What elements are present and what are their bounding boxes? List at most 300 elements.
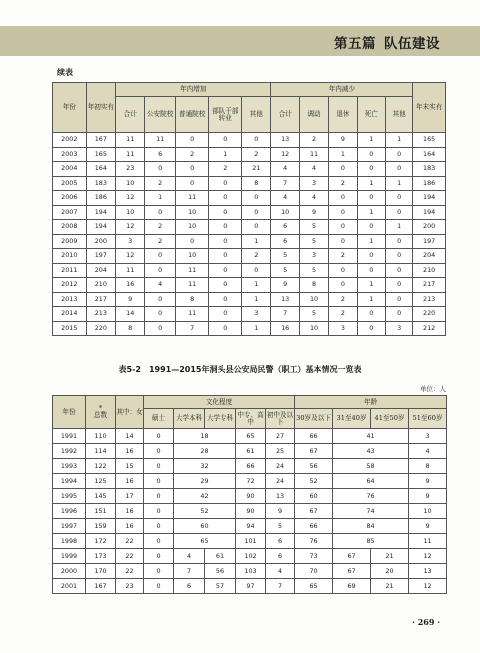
table-cell: 7 bbox=[271, 176, 299, 191]
table-cell: 0 bbox=[145, 292, 175, 307]
table-cell: 0 bbox=[385, 162, 412, 177]
table-cell: 0 bbox=[209, 307, 242, 322]
table-cell: 6 bbox=[145, 147, 175, 162]
table-cell: 164 bbox=[413, 147, 446, 162]
table-cell: 0 bbox=[385, 234, 412, 249]
table-row bbox=[53, 162, 446, 177]
table-cell: 0 bbox=[144, 459, 174, 474]
table-cell: 1997 bbox=[53, 519, 86, 534]
table-cell: 7 bbox=[174, 564, 205, 579]
table-cell: 186 bbox=[413, 176, 446, 191]
table-cell: 69 bbox=[333, 579, 371, 594]
table-cell: 1 bbox=[357, 176, 385, 191]
table-cell: 0 bbox=[209, 292, 242, 307]
chapter-name: 队伍建设 bbox=[384, 36, 440, 52]
col-age-1: 31至40岁 bbox=[333, 409, 371, 429]
table-cell: 194 bbox=[413, 205, 446, 220]
table-row bbox=[53, 191, 446, 206]
table-cell: 186 bbox=[86, 191, 115, 206]
table-cell: 0 bbox=[242, 263, 271, 278]
table-cell: 12 bbox=[271, 147, 299, 162]
table-cell: 0 bbox=[242, 220, 271, 235]
table-cell: 11 bbox=[175, 263, 209, 278]
table-cell: 0 bbox=[329, 220, 357, 235]
table-cell: 0 bbox=[385, 249, 412, 264]
table-cell: 217 bbox=[413, 278, 446, 293]
col-increase-0: 合计 bbox=[116, 97, 145, 133]
table-cell: 60 bbox=[174, 519, 236, 534]
table-cell: 8 bbox=[409, 459, 447, 474]
table-cell: 3 bbox=[409, 429, 447, 444]
col-education-group: 文化程度 bbox=[144, 396, 295, 409]
table-cell: 0 bbox=[209, 191, 242, 206]
table-cell: 12 bbox=[116, 191, 145, 206]
table-cell: 2000 bbox=[53, 564, 86, 579]
table-cell: 23 bbox=[116, 579, 144, 594]
table-cell: 2 bbox=[175, 147, 209, 162]
table-cell: 103 bbox=[236, 564, 266, 579]
table-cell: 0 bbox=[385, 307, 412, 322]
table-cell: 11 bbox=[116, 263, 145, 278]
table-cell: 2008 bbox=[53, 220, 87, 235]
table-cell: 159 bbox=[86, 519, 116, 534]
table-cell: 0 bbox=[209, 278, 242, 293]
table-row bbox=[53, 205, 446, 220]
table-cell: 61 bbox=[236, 444, 266, 459]
table-cell: 0 bbox=[145, 307, 175, 322]
table-row bbox=[53, 133, 446, 148]
table-cell: 90 bbox=[236, 489, 266, 504]
table-cell: 56 bbox=[205, 564, 236, 579]
table-cell: 5 bbox=[299, 263, 328, 278]
table-cell: 67 bbox=[333, 564, 371, 579]
table-cell: 0 bbox=[175, 133, 209, 148]
table-cell: 85 bbox=[333, 534, 409, 549]
table-cell: 18 bbox=[174, 429, 236, 444]
table-cell: 16 bbox=[116, 474, 144, 489]
table-cell: 10 bbox=[175, 249, 209, 264]
table-cell: 167 bbox=[86, 579, 116, 594]
table-cell: 11 bbox=[409, 534, 447, 549]
table-cell: 15 bbox=[116, 459, 144, 474]
chapter-header-bar bbox=[0, 26, 480, 56]
table-cell: 0 bbox=[242, 133, 271, 148]
table-cell: 217 bbox=[86, 292, 115, 307]
table-row bbox=[53, 579, 447, 594]
table-row bbox=[53, 321, 446, 336]
table-cell: 64 bbox=[333, 474, 409, 489]
table-cell: 0 bbox=[357, 162, 385, 177]
table-cell: 2 bbox=[145, 234, 175, 249]
table-cell: 24 bbox=[266, 459, 295, 474]
table-cell: 1 bbox=[357, 133, 385, 148]
col-decrease-1: 调动 bbox=[299, 97, 328, 133]
table-cell: 13 bbox=[271, 133, 299, 148]
table-cell: 0 bbox=[209, 234, 242, 249]
table-cell: 0 bbox=[357, 321, 385, 336]
page-number: · 269 · bbox=[412, 617, 440, 627]
table-cell: 5 bbox=[299, 234, 328, 249]
table-cell: 84 bbox=[333, 519, 409, 534]
table-cell: 52 bbox=[295, 474, 333, 489]
table-cell: 2 bbox=[242, 147, 271, 162]
table-cell: 0 bbox=[209, 133, 242, 148]
table-cell: 76 bbox=[333, 489, 409, 504]
table-cell: 8 bbox=[242, 176, 271, 191]
table-cell: 197 bbox=[413, 234, 446, 249]
table-row bbox=[53, 307, 446, 322]
table-cell: 60 bbox=[295, 489, 333, 504]
table-cell: 67 bbox=[295, 504, 333, 519]
table-cell: 2013 bbox=[53, 292, 87, 307]
table-cell: 73 bbox=[295, 549, 333, 564]
table-cell: 2001 bbox=[53, 579, 86, 594]
table-cell: 1 bbox=[385, 133, 412, 148]
table-cell: 2 bbox=[329, 307, 357, 322]
table-cell: 5 bbox=[271, 263, 299, 278]
table-cell: 3 bbox=[385, 321, 412, 336]
table-cell: 0 bbox=[144, 519, 174, 534]
table-cell: 0 bbox=[357, 191, 385, 206]
table-cell: 2 bbox=[145, 220, 175, 235]
table-row bbox=[53, 429, 447, 444]
table-cell: 0 bbox=[329, 278, 357, 293]
col-education-4: 初中及以下 bbox=[266, 409, 295, 429]
col-increase-3: 部队干部转业 bbox=[209, 97, 242, 133]
table-cell: 24 bbox=[266, 474, 295, 489]
table-cell: 125 bbox=[86, 474, 116, 489]
table-cell: 8 bbox=[299, 278, 328, 293]
table-cell: 66 bbox=[236, 459, 266, 474]
table-cell: 42 bbox=[174, 489, 236, 504]
table-cell: 16 bbox=[271, 321, 299, 336]
table-cell: 3 bbox=[242, 307, 271, 322]
table-cell: 0 bbox=[385, 263, 412, 278]
table-row bbox=[53, 474, 447, 489]
table-cell: 72 bbox=[236, 474, 266, 489]
table-cell: 210 bbox=[86, 278, 115, 293]
table-cell: 165 bbox=[413, 133, 446, 148]
table-cell: 4 bbox=[174, 549, 205, 564]
table-cell: 65 bbox=[236, 429, 266, 444]
col-year: 年份 bbox=[53, 396, 86, 429]
table-cell: 1 bbox=[242, 278, 271, 293]
table-cell: 32 bbox=[174, 459, 236, 474]
table-cell: 200 bbox=[86, 234, 115, 249]
table-cell: 11 bbox=[175, 307, 209, 322]
table-cell: 212 bbox=[413, 321, 446, 336]
table-cell: 0 bbox=[144, 444, 174, 459]
table-cell: 2009 bbox=[53, 234, 87, 249]
table-cell: 0 bbox=[385, 191, 412, 206]
table-cell: 3 bbox=[329, 321, 357, 336]
staff-change-table bbox=[52, 82, 446, 336]
col-education-2: 大学专科 bbox=[205, 409, 236, 429]
table-cell: 12 bbox=[409, 549, 447, 564]
table-cell: 164 bbox=[86, 162, 115, 177]
table-cell: 2005 bbox=[53, 176, 87, 191]
table-cell: 0 bbox=[385, 147, 412, 162]
table-row bbox=[53, 549, 447, 564]
col-year: 年份 bbox=[53, 83, 87, 133]
table-cell: 170 bbox=[86, 564, 116, 579]
table-cell: 21 bbox=[371, 549, 409, 564]
table-cell: 114 bbox=[86, 444, 116, 459]
table-cell: 2 bbox=[242, 249, 271, 264]
table-cell: 0 bbox=[242, 205, 271, 220]
table-cell: 12 bbox=[409, 579, 447, 594]
table-cell: 66 bbox=[295, 519, 333, 534]
col-female: 其中：女 bbox=[116, 396, 144, 429]
table-cell: 1 bbox=[357, 205, 385, 220]
table-cell: 52 bbox=[174, 504, 236, 519]
table-cell: 101 bbox=[236, 534, 266, 549]
table-cell: 3 bbox=[299, 176, 328, 191]
col-age-2: 41至50岁 bbox=[371, 409, 409, 429]
table-cell: 11 bbox=[299, 147, 328, 162]
table-cell: 194 bbox=[86, 205, 115, 220]
table-cell: 0 bbox=[145, 321, 175, 336]
table-cell: 10 bbox=[116, 205, 145, 220]
col-age-group: 年龄 bbox=[295, 396, 447, 409]
table-cell: 1 bbox=[145, 191, 175, 206]
table-cell: 10 bbox=[175, 205, 209, 220]
table-cell: 25 bbox=[266, 444, 295, 459]
table-cell: 1 bbox=[385, 176, 412, 191]
table-cell: 0 bbox=[209, 220, 242, 235]
table-cell: 213 bbox=[86, 307, 115, 322]
table-cell: 2010 bbox=[53, 249, 87, 264]
table-cell: 11 bbox=[175, 278, 209, 293]
chapter-part: 第五篇 bbox=[334, 36, 376, 52]
table-cell: 2014 bbox=[53, 307, 87, 322]
table-cell: 0 bbox=[144, 489, 174, 504]
table-cell: 9 bbox=[299, 205, 328, 220]
table-cell: 2 bbox=[329, 176, 357, 191]
table-cell: 10 bbox=[116, 176, 145, 191]
table-cell: 10 bbox=[299, 321, 328, 336]
table-cell: 17 bbox=[116, 489, 144, 504]
table-cell: 0 bbox=[144, 504, 174, 519]
table-cell: 6 bbox=[271, 220, 299, 235]
table-cell: 0 bbox=[145, 205, 175, 220]
table-cell: 0 bbox=[242, 191, 271, 206]
col-education-1: 大学本科 bbox=[174, 409, 205, 429]
table-cell: 0 bbox=[209, 263, 242, 278]
table-cell: 4 bbox=[266, 564, 295, 579]
table-cell: 67 bbox=[333, 549, 371, 564]
table-cell: 13 bbox=[409, 564, 447, 579]
table-row bbox=[53, 234, 446, 249]
table-cell: 0 bbox=[144, 534, 174, 549]
table-cell: 22 bbox=[116, 549, 144, 564]
table2-unit: 单位：人 bbox=[420, 385, 446, 393]
table-cell: 1 bbox=[357, 292, 385, 307]
table-row bbox=[53, 176, 446, 191]
col-start: 年初实有 bbox=[86, 83, 115, 133]
table-cell: 56 bbox=[295, 459, 333, 474]
table-cell: 1992 bbox=[53, 444, 86, 459]
table-cell: 67 bbox=[295, 444, 333, 459]
continued-label: 续表 bbox=[57, 67, 73, 77]
table-cell: 10 bbox=[409, 504, 447, 519]
table-cell: 1 bbox=[329, 147, 357, 162]
col-increase-group: 年内增加 bbox=[116, 83, 271, 97]
table-cell: 9 bbox=[409, 519, 447, 534]
table-cell: 194 bbox=[413, 191, 446, 206]
table-cell: 173 bbox=[86, 549, 116, 564]
table-cell: 4 bbox=[299, 191, 328, 206]
table-cell: 0 bbox=[385, 292, 412, 307]
table-cell: 2012 bbox=[53, 278, 87, 293]
table-cell: 151 bbox=[86, 504, 116, 519]
table-cell: 0 bbox=[329, 191, 357, 206]
table-cell: 12 bbox=[116, 249, 145, 264]
table-cell: 11 bbox=[145, 133, 175, 148]
table-row bbox=[53, 489, 447, 504]
table-cell: 16 bbox=[116, 444, 144, 459]
table-cell: 4 bbox=[409, 444, 447, 459]
col-total-label: 总数 bbox=[93, 411, 108, 419]
table-cell: 16 bbox=[116, 504, 144, 519]
table-cell: 58 bbox=[333, 459, 409, 474]
col-increase-2: 普通院校 bbox=[175, 97, 209, 133]
table-cell: 200 bbox=[413, 220, 446, 235]
table-cell: 2 bbox=[329, 292, 357, 307]
table-cell: 10 bbox=[271, 205, 299, 220]
table-cell: 0 bbox=[209, 205, 242, 220]
table-row bbox=[53, 519, 447, 534]
table-cell: 145 bbox=[86, 489, 116, 504]
table-cell: 1993 bbox=[53, 459, 86, 474]
table-cell: 97 bbox=[236, 579, 266, 594]
table-cell: 0 bbox=[385, 205, 412, 220]
table-cell: 14 bbox=[116, 307, 145, 322]
table-cell: 165 bbox=[86, 147, 115, 162]
table-cell: 4 bbox=[299, 162, 328, 177]
table-cell: 1 bbox=[357, 278, 385, 293]
table-cell: 220 bbox=[86, 321, 115, 336]
table-cell: 22 bbox=[116, 564, 144, 579]
table-cell: 6 bbox=[174, 579, 205, 594]
chapter-title bbox=[334, 32, 440, 52]
table-cell: 23 bbox=[116, 162, 145, 177]
table-cell: 10 bbox=[175, 220, 209, 235]
table-row bbox=[53, 534, 447, 549]
table-cell: 7 bbox=[271, 307, 299, 322]
table-row bbox=[53, 444, 447, 459]
table-cell: 2002 bbox=[53, 133, 87, 148]
table-cell: 0 bbox=[357, 147, 385, 162]
col-decrease-4: 其他 bbox=[385, 97, 412, 133]
table-cell: 1 bbox=[242, 321, 271, 336]
table-cell: 70 bbox=[295, 564, 333, 579]
col-decrease-group: 年内减少 bbox=[271, 83, 413, 97]
table-cell: 172 bbox=[86, 534, 116, 549]
table-cell: 66 bbox=[295, 429, 333, 444]
table-cell: 21 bbox=[371, 579, 409, 594]
table-cell: 0 bbox=[357, 307, 385, 322]
table-cell: 210 bbox=[413, 263, 446, 278]
table-row bbox=[53, 278, 446, 293]
col-education-3: 中专、高中 bbox=[236, 409, 266, 429]
table-cell: 0 bbox=[329, 263, 357, 278]
table-cell: 5 bbox=[271, 249, 299, 264]
table-cell: 204 bbox=[86, 263, 115, 278]
table-cell: 0 bbox=[209, 176, 242, 191]
col-age-0: 30岁及以下 bbox=[295, 409, 333, 429]
table-cell: 13 bbox=[271, 292, 299, 307]
table-cell: 1 bbox=[209, 147, 242, 162]
table-cell: 1999 bbox=[53, 549, 86, 564]
table-cell: 90 bbox=[236, 504, 266, 519]
table-cell: 0 bbox=[175, 162, 209, 177]
table-cell: 65 bbox=[295, 579, 333, 594]
table-cell: 0 bbox=[329, 234, 357, 249]
table-cell: 2011 bbox=[53, 263, 87, 278]
table-cell: 74 bbox=[333, 504, 409, 519]
table-cell: 2015 bbox=[53, 321, 87, 336]
table-cell: 2004 bbox=[53, 162, 87, 177]
table-cell: 1 bbox=[385, 220, 412, 235]
table-cell: 9 bbox=[266, 504, 295, 519]
table-cell: 10 bbox=[299, 292, 328, 307]
table-cell: 11 bbox=[175, 191, 209, 206]
table-cell: 0 bbox=[357, 249, 385, 264]
table-cell: 57 bbox=[205, 579, 236, 594]
table-cell: 1991 bbox=[53, 429, 86, 444]
table-cell: 1994 bbox=[53, 474, 86, 489]
table-cell: 16 bbox=[116, 278, 145, 293]
table-cell: 9 bbox=[116, 292, 145, 307]
col-total bbox=[86, 396, 116, 429]
table-cell: 1 bbox=[242, 292, 271, 307]
table-cell: 4 bbox=[271, 162, 299, 177]
table-cell: 9 bbox=[271, 278, 299, 293]
table-cell: 5 bbox=[299, 220, 328, 235]
table-cell: 3 bbox=[299, 249, 328, 264]
table-cell: 0 bbox=[145, 249, 175, 264]
table-cell: 13 bbox=[266, 489, 295, 504]
table-cell: 11 bbox=[116, 133, 145, 148]
table-cell: 167 bbox=[86, 133, 115, 148]
table-cell: 7 bbox=[175, 321, 209, 336]
table-cell: 197 bbox=[86, 249, 115, 264]
table-cell: 21 bbox=[242, 162, 271, 177]
table-cell: 43 bbox=[333, 444, 409, 459]
table-cell: 27 bbox=[266, 429, 295, 444]
table-cell: 0 bbox=[144, 549, 174, 564]
table-cell: 2 bbox=[329, 249, 357, 264]
col-increase-4: 其他 bbox=[242, 97, 271, 133]
table-cell: 5 bbox=[266, 519, 295, 534]
table-cell: 65 bbox=[174, 534, 236, 549]
table-row bbox=[53, 504, 447, 519]
table-cell: 0 bbox=[175, 176, 209, 191]
total-note-mark: * bbox=[98, 404, 103, 413]
table-cell: 20 bbox=[371, 564, 409, 579]
table-row bbox=[53, 459, 447, 474]
table-cell: 41 bbox=[333, 429, 409, 444]
table-cell: 0 bbox=[175, 234, 209, 249]
table-cell: 0 bbox=[209, 249, 242, 264]
table-cell: 2 bbox=[209, 162, 242, 177]
table-cell: 0 bbox=[145, 263, 175, 278]
table-row bbox=[53, 292, 446, 307]
table-cell: 8 bbox=[175, 292, 209, 307]
table-cell: 0 bbox=[144, 564, 174, 579]
table-cell: 14 bbox=[116, 429, 144, 444]
